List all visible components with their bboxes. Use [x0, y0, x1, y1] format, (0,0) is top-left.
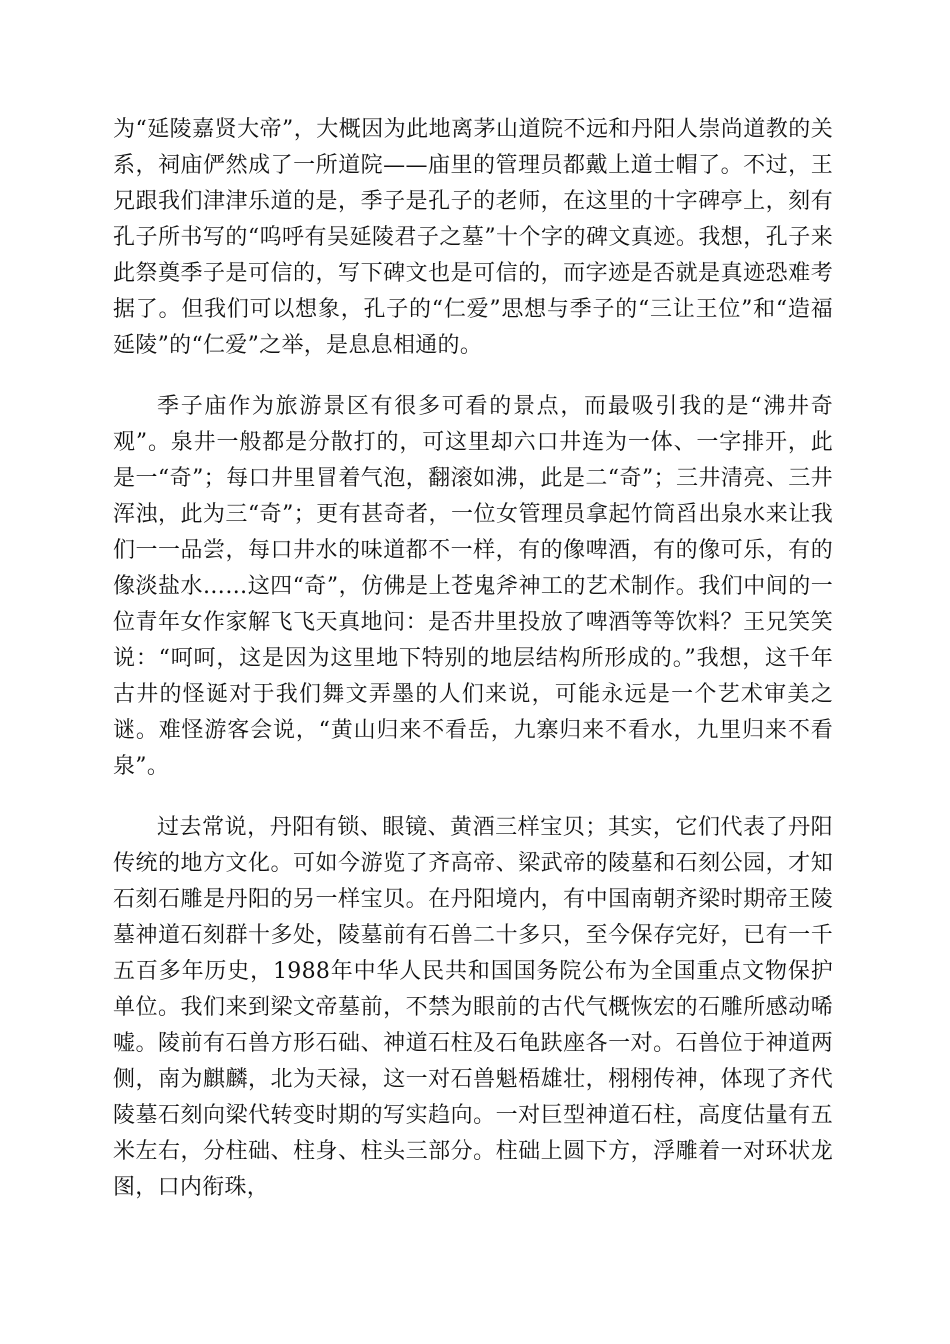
paragraph-1: 为“延陵嘉贤大帝”，大概因为此地离茅山道院不远和丹阳人崇尚道教的关系，祠庙俨然成了一所道院——庙里的管理员都戴上道士帽了。不过，王兄跟我们津津乐道的是，季子是孔子的老师，在这里的十字碑亭上，刻有孔子所书写的“呜呼有吴延陵君子之墓”十个字的碑文真迹。我想，孔子来此祭奠季子是可信的，写下碑文也是可信的，而字迹是否就是真迹恐难考据了。但我们可以想象，孔子的“仁爱”思想与季子的“三让王位”和“造福延陵”的“仁爱”之举，是息息相通的。 [113, 117, 833, 358]
document-page [113, 112, 833, 1206]
paragraph-3: 过去常说，丹阳有锁、眼镜、黄酒三样宝贝；其实，它们代表了丹阳传统的地方文化。可如今游览了齐高帝、梁武帝的陵墓和石刻公园，才知石刻石雕是丹阳的另一样宝贝。在丹阳境内，有中国南朝齐梁时期帝王陵墓神道石刻群十多处，陵墓前有石兽二十多只，至今保存完好，已有一千五百多年历史，1988年中华人民共和国国务院公布为全国重点文物保护单位。我们来到梁文帝墓前，不禁为眼前的古代气概恢宏的石雕所感动唏嘘。陵前有石兽方形石础、神道石柱及石龟趺座各一对。石兽位于神道两侧，南为麒麟，北为天禄，这一对石兽魁梧雄壮，栩栩传神，体现了齐代陵墓石刻向梁代转变时期的写实趋向。一对巨型神道石柱，高度估量有五米左右，分柱础、柱身、柱头三部分。柱础上圆下方，浮雕着一对环状龙图，口内衔珠， [113, 815, 833, 1200]
paragraph-2: 季子庙作为旅游景区有很多可看的景点，而最吸引我的是“沸井奇观”。泉井一般都是分散打的，可这里却六口井连为一体、一字排开，此是一“奇”；每口井里冒着气泡，翻滚如沸，此是二“奇”；三井清亮、三井浑浊，此为三“奇”；更有甚奇者，一位女管理员拿起竹筒舀出泉水来让我们一一品尝，每口井水的味道都不一样，有的像啤酒，有的像可乐，有的像淡盐水……这四“奇”，仿佛是上苍鬼斧神工的艺术制作。我们中间的一位青年女作家解飞飞天真地问：是否井里投放了啤酒等等饮料？王兄笑笑说：“呵呵，这是因为这里地下特别的地层结构所形成的。”我想，这千年古井的怪诞对于我们舞文弄墨的人们来说，可能永远是一个艺术审美之谜。难怪游客会说，“黄山归来不看岳，九寨归来不看水，九里归来不看泉”。 [113, 394, 833, 779]
